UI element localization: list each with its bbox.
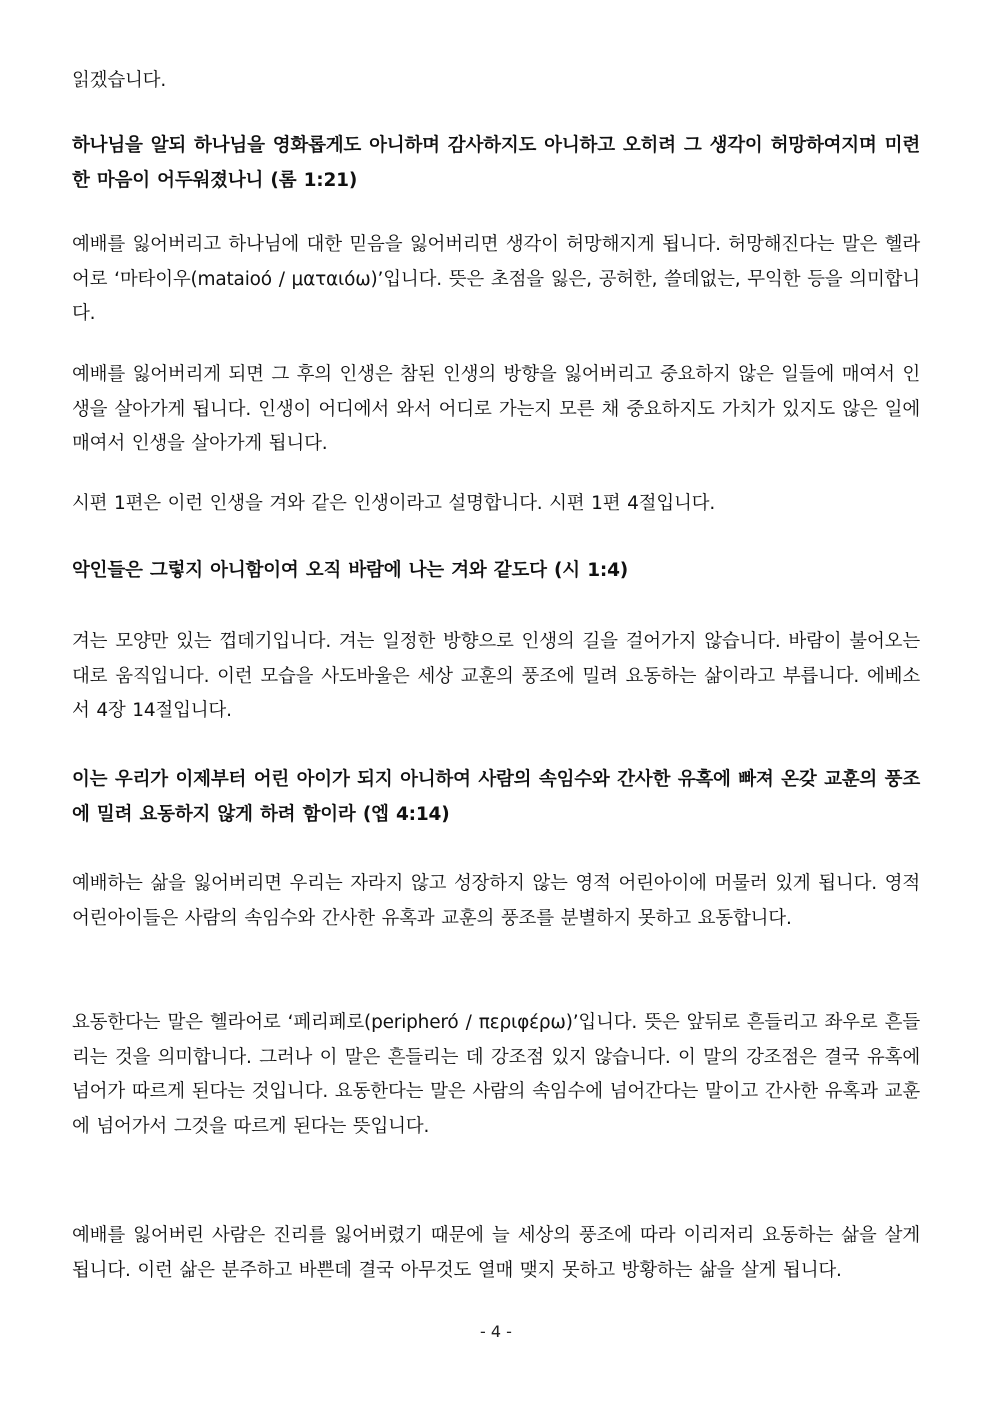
paragraph-body: 예배를 잃어버린 사람은 진리를 잃어버렸기 때문에 늘 세상의 풍조에 따라 이리저리 요동하는 삶을 살게 됩니다. 이런 삶은 분주하고 바쁜데 결국 아무것도 열매 맺지 못하고 방황하는 삶을 살게 됩니다. bbox=[72, 1225, 920, 1281]
scripture-quote-romans: 하나님을 알되 하나님을 영화롭게도 아니하며 감사하지도 아니하고 오히려 그 생각이 허망하여지며 미련한 마음이 어두워졌나니 (롬 1:21) bbox=[72, 135, 920, 191]
paragraph-body: 예배를 잃어버리고 하나님에 대한 믿음을 잃어버리면 생각이 허망해지게 됩니다. 허망해진다는 말은 헬라어로 ‘마타이우(mataioó / ματαιόω)’입니다. 뜻은 초점을 잃은, 공허한, 쓸데없는, 무익한 등을 의미합니다. bbox=[72, 234, 920, 324]
paragraph-body: 예배를 잃어버리게 되면 그 후의 인생은 참된 인생의 방향을 잃어버리고 중요하지 않은 일들에 매여서 인생을 살아가게 됩니다. 인생이 어디에서 와서 어디로 가는지 모른 채 중요하지도 가치가 있지도 않은 일에 매여서 인생을 살아가게 됩니다. bbox=[72, 364, 920, 454]
scripture-quote-psalms: 악인들은 그렇지 아니함이여 오직 바람에 나는 겨와 같도다 (시 1:4) bbox=[72, 560, 628, 581]
paragraph-intro: 읽겠습니다. bbox=[72, 70, 167, 91]
paragraph-body: 겨는 모양만 있는 껍데기입니다. 겨는 일정한 방향으로 인생의 길을 걸어가지 않습니다. 바람이 불어오는 대로 움직입니다. 이런 모습을 사도바울은 세상 교훈의 풍조에 밀려 요동하는 삶이라고 부릅니다. 에베소서 4장 14절입니다. bbox=[72, 631, 920, 721]
paragraph-body: 예배하는 삶을 잃어버리면 우리는 자라지 않고 성장하지 않는 영적 어린아이에 머물러 있게 됩니다. 영적 어린아이들은 사람의 속임수와 간사한 유혹과 교훈의 풍조를 분별하지 못하고 요동합니다. bbox=[72, 873, 920, 929]
paragraph-body: 요동한다는 말은 헬라어로 ‘페리페로(peripheró / περιφέρω)’입니다. 뜻은 앞뒤로 흔들리고 좌우로 흔들리는 것을 의미합니다. 그러나 이 말은 흔들리는 데 강조점 있지 않습니다. 이 말의 강조점은 결국 유혹에 넘어가 따르게 된다는 것입니다. 요동한다는 말은 사람의 속임수에 넘어간다는 말이고 간사한 유혹과 교훈에 넘어가서 그것을 따르게 된다는 뜻입니다. bbox=[72, 1012, 920, 1137]
paragraph-body: 시편 1편은 이런 인생을 겨와 같은 인생이라고 설명합니다. 시편 1편 4절입니다. bbox=[72, 493, 716, 514]
page-number: - 4 - bbox=[480, 1322, 512, 1341]
scripture-quote-ephesians: 이는 우리가 이제부터 어린 아이가 되지 아니하여 사람의 속임수와 간사한 유혹에 빠져 온갖 교훈의 풍조에 밀려 요동하지 않게 하려 함이라 (엡 4:14) bbox=[72, 769, 920, 825]
